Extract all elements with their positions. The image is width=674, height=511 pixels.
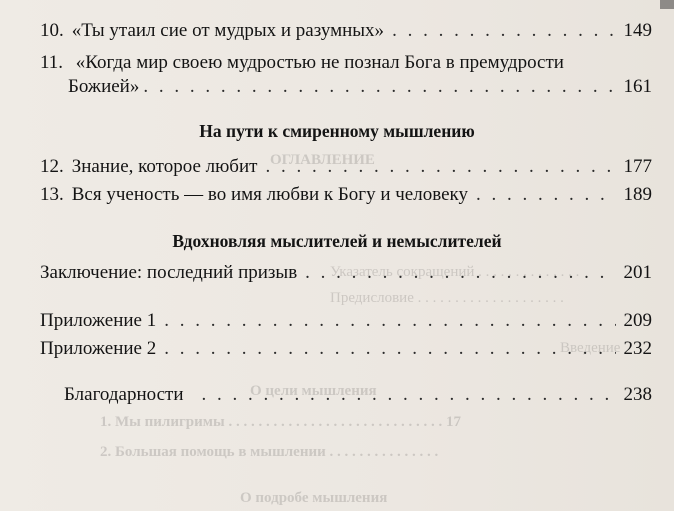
entry-title: Благодарности	[64, 384, 184, 405]
dot-leader	[392, 20, 616, 42]
entry-title: Вся ученость — во имя любви к Богу и человеку	[71, 184, 468, 205]
dot-leader	[305, 262, 616, 284]
toc-entry[interactable]	[40, 310, 652, 332]
entry-number: 10.	[40, 20, 64, 41]
bleed-through-text: О цели мышления	[250, 383, 377, 399]
bleed-through-text: Указатель сокращений . . . . . . . . . . . . . .	[330, 264, 580, 280]
bleed-through-text: 2. Большая помощь в мышлении . . . . . . . . . . . . . . .	[100, 444, 439, 460]
entry-title: «Ты утаил сие от мудрых и разумных»	[71, 20, 385, 41]
entry-title: Приложение 1	[40, 310, 157, 331]
toc-entry[interactable]	[40, 156, 652, 178]
entry-page-number: 209	[623, 310, 652, 331]
entry-page-number: 177	[623, 156, 652, 177]
entry-title: Заключение: последний призыв	[40, 262, 298, 283]
entry-title: Знание, которое любит	[71, 156, 258, 177]
toc-entry[interactable]	[40, 184, 652, 206]
toc-entry[interactable]	[40, 20, 652, 42]
toc-entry-first-line[interactable]	[40, 52, 564, 74]
entry-title: «Когда мир своею мудростью не познал Бога в премудрости	[75, 52, 564, 73]
entry-title: Приложение 2	[40, 338, 157, 359]
bleed-through-text: ОГЛАВЛЕНИЕ	[270, 152, 375, 168]
section-heading: Вдохновляя мыслителей и немыслителей	[172, 231, 502, 251]
page-corner-mark	[660, 0, 674, 9]
bleed-through-text: Введение	[560, 340, 621, 356]
dot-leader	[164, 338, 616, 360]
bleed-through-text: О подробе мышления	[240, 490, 388, 506]
toc-entry[interactable]	[40, 262, 652, 284]
bleed-through-text: 1. Мы пилигримы . . . . . . . . . . . . . . . . . . . . . . . . . . . . . 17	[100, 414, 461, 430]
entry-number: 11.	[40, 52, 64, 73]
toc-entry-continuation[interactable]	[68, 76, 652, 98]
entry-page-number: 161	[623, 76, 652, 97]
dot-leader	[202, 384, 617, 406]
entry-page-number: 232	[623, 338, 652, 359]
entry-number: 12.	[40, 156, 64, 177]
dot-leader	[164, 310, 616, 332]
entry-page-number: 201	[623, 262, 652, 283]
entry-number: 13.	[40, 184, 64, 205]
bleed-through-text: Предисловие . . . . . . . . . . . . . . . . . . . .	[330, 290, 564, 306]
entry-page-number: 238	[623, 384, 652, 405]
entry-page-number: 149	[623, 20, 652, 41]
dot-leader	[143, 76, 616, 98]
entry-page-number: 189	[623, 184, 652, 205]
dot-leader	[476, 184, 616, 206]
entry-title-continuation: Божией»	[68, 76, 140, 97]
toc-entry[interactable]	[40, 338, 652, 360]
section-heading: На пути к смиренному мышлению	[199, 121, 475, 141]
dot-leader	[265, 156, 616, 178]
toc-entry[interactable]	[64, 384, 652, 406]
